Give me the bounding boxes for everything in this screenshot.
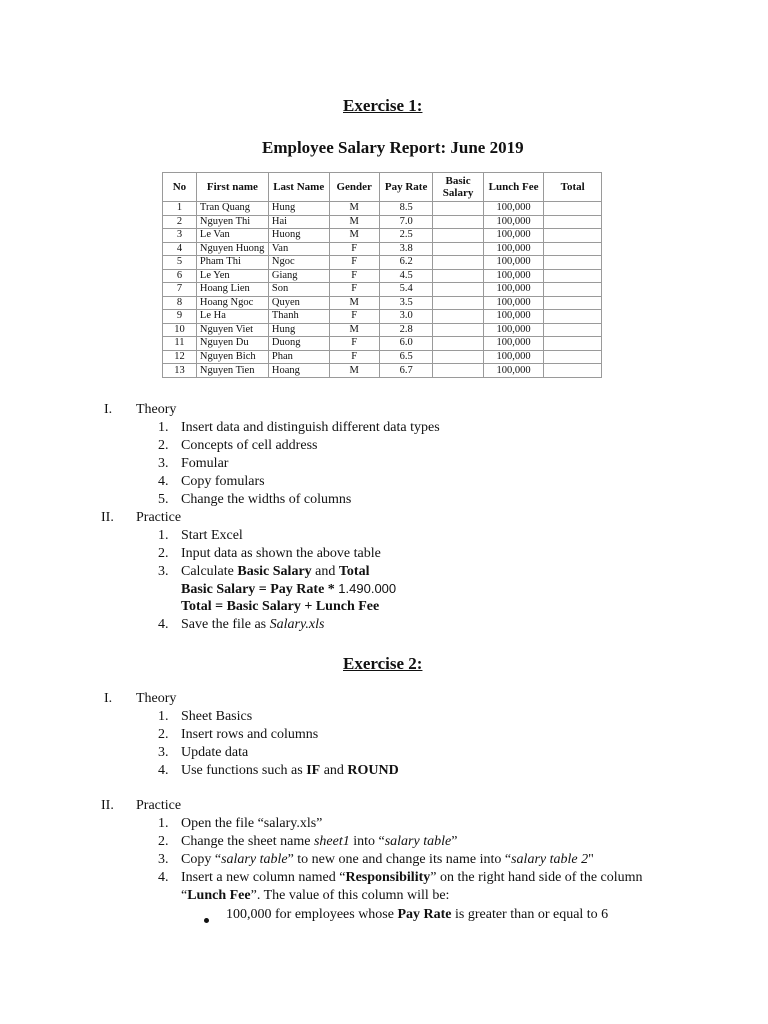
ex2-practice-item: Insert a new column named “Responsibility” on the right hand side of the column bbox=[181, 870, 643, 885]
cell-pay-rate: 4.5 bbox=[379, 269, 432, 283]
ex2-practice-item: Open the file “salary.xls” bbox=[181, 816, 323, 831]
cell-basic-salary bbox=[433, 229, 483, 243]
cell-last-name: Huong bbox=[268, 229, 329, 243]
table-row bbox=[163, 242, 602, 256]
cell-gender: M bbox=[329, 229, 379, 243]
ex1-practice-item: Save the file as Salary.xls bbox=[181, 617, 325, 632]
list-number: 3. bbox=[158, 745, 169, 760]
formula-total: Total = Basic Salary + Lunch Fee bbox=[181, 599, 380, 614]
table-row bbox=[163, 283, 602, 297]
list-number: 2. bbox=[158, 727, 169, 742]
cell-basic-salary bbox=[433, 283, 483, 297]
header-cell: No bbox=[163, 173, 197, 202]
cell-lunch-fee: 100,000 bbox=[483, 364, 544, 378]
list-number: 2. bbox=[158, 438, 169, 453]
cell-gender: M bbox=[329, 296, 379, 310]
ex2-theory-numeral: I. bbox=[104, 691, 113, 706]
cell-basic-salary bbox=[433, 269, 483, 283]
cell-gender: M bbox=[329, 202, 379, 216]
cell-gender: F bbox=[329, 256, 379, 270]
cell-first-name: Nguyen Bich bbox=[196, 350, 268, 364]
ex2-theory-label: Theory bbox=[136, 691, 177, 706]
cell-basic-salary bbox=[433, 337, 483, 351]
ex1-practice-item: Start Excel bbox=[181, 528, 243, 543]
cell-total bbox=[544, 337, 602, 351]
table-row bbox=[163, 296, 602, 310]
cell-lunch-fee: 100,000 bbox=[483, 283, 544, 297]
cell-lunch-fee: 100,000 bbox=[483, 323, 544, 337]
ex2-practice-item-continued: “Lunch Fee”. The value of this column will be: bbox=[181, 888, 450, 903]
cell-lunch-fee: 100,000 bbox=[483, 350, 544, 364]
header-cell: Last Name bbox=[268, 173, 329, 202]
list-number: 1. bbox=[158, 420, 169, 435]
table-header-row bbox=[163, 173, 602, 202]
cell-gender: F bbox=[329, 242, 379, 256]
cell-lunch-fee: 100,000 bbox=[483, 337, 544, 351]
list-number: 4. bbox=[158, 870, 169, 885]
cell-total bbox=[544, 202, 602, 216]
ex1-theory-item: Change the widths of columns bbox=[181, 492, 352, 507]
cell-total bbox=[544, 256, 602, 270]
header-cell: Lunch Fee bbox=[483, 173, 544, 202]
report-title: Employee Salary Report: June 2019 bbox=[262, 138, 524, 157]
cell-pay-rate: 6.5 bbox=[379, 350, 432, 364]
cell-first-name: Hoang Lien bbox=[196, 283, 268, 297]
ex2-practice-label: Practice bbox=[136, 798, 182, 813]
table-row bbox=[163, 350, 602, 364]
cell-gender: M bbox=[329, 215, 379, 229]
cell-first-name: Le Ha bbox=[196, 310, 268, 324]
cell-no: 4 bbox=[163, 242, 197, 256]
cell-gender: M bbox=[329, 323, 379, 337]
cell-last-name: Phan bbox=[268, 350, 329, 364]
cell-first-name: Nguyen Du bbox=[196, 337, 268, 351]
cell-first-name: Le Van bbox=[196, 229, 268, 243]
cell-first-name: Nguyen Viet bbox=[196, 323, 268, 337]
cell-gender: F bbox=[329, 337, 379, 351]
cell-lunch-fee: 100,000 bbox=[483, 256, 544, 270]
ex1-practice-item: Calculate Basic Salary and Total bbox=[181, 564, 370, 579]
list-number: 3. bbox=[158, 852, 169, 867]
list-number: 5. bbox=[158, 492, 169, 507]
cell-pay-rate: 6.7 bbox=[379, 364, 432, 378]
list-number: 1. bbox=[158, 709, 169, 724]
cell-last-name: Hoang bbox=[268, 364, 329, 378]
ex2-practice-item: Change the sheet name sheet1 into “salary table” bbox=[181, 834, 458, 849]
cell-pay-rate: 3.0 bbox=[379, 310, 432, 324]
cell-gender: F bbox=[329, 283, 379, 297]
cell-last-name: Ngoc bbox=[268, 256, 329, 270]
cell-no: 11 bbox=[163, 337, 197, 351]
cell-no: 8 bbox=[163, 296, 197, 310]
cell-first-name: Nguyen Tien bbox=[196, 364, 268, 378]
table-row bbox=[163, 269, 602, 283]
list-number: 3. bbox=[158, 456, 169, 471]
cell-no: 13 bbox=[163, 364, 197, 378]
ex2-theory-item: Insert rows and columns bbox=[181, 727, 319, 742]
cell-no: 10 bbox=[163, 323, 197, 337]
cell-gender: F bbox=[329, 269, 379, 283]
cell-lunch-fee: 100,000 bbox=[483, 296, 544, 310]
cell-total bbox=[544, 215, 602, 229]
ex1-theory-label: Theory bbox=[136, 402, 177, 417]
cell-last-name: Giang bbox=[268, 269, 329, 283]
cell-first-name: Le Yen bbox=[196, 269, 268, 283]
list-number: 1. bbox=[158, 816, 169, 831]
cell-lunch-fee: 100,000 bbox=[483, 242, 544, 256]
cell-lunch-fee: 100,000 bbox=[483, 215, 544, 229]
table-row bbox=[163, 215, 602, 229]
header-cell: First name bbox=[196, 173, 268, 202]
exercise-2-heading: Exercise 2: bbox=[343, 654, 423, 673]
ex1-theory-item: Concepts of cell address bbox=[181, 438, 318, 453]
cell-first-name: Tran Quang bbox=[196, 202, 268, 216]
cell-pay-rate: 2.8 bbox=[379, 323, 432, 337]
cell-lunch-fee: 100,000 bbox=[483, 229, 544, 243]
table-body bbox=[163, 202, 602, 378]
cell-last-name: Hai bbox=[268, 215, 329, 229]
ex2-theory-item: Update data bbox=[181, 745, 249, 760]
ex2-theory-item: Sheet Basics bbox=[181, 709, 253, 724]
cell-no: 9 bbox=[163, 310, 197, 324]
table-row bbox=[163, 323, 602, 337]
cell-no: 1 bbox=[163, 202, 197, 216]
cell-no: 7 bbox=[163, 283, 197, 297]
cell-pay-rate: 7.0 bbox=[379, 215, 432, 229]
cell-last-name: Son bbox=[268, 283, 329, 297]
cell-pay-rate: 6.0 bbox=[379, 337, 432, 351]
table-row bbox=[163, 364, 602, 378]
ex1-practice-numeral: II. bbox=[101, 510, 114, 525]
cell-first-name: Nguyen Huong bbox=[196, 242, 268, 256]
cell-first-name: Hoang Ngoc bbox=[196, 296, 268, 310]
cell-basic-salary bbox=[433, 310, 483, 324]
list-number: 4. bbox=[158, 617, 169, 632]
header-cell: Gender bbox=[329, 173, 379, 202]
cell-basic-salary bbox=[433, 256, 483, 270]
cell-first-name: Nguyen Thi bbox=[196, 215, 268, 229]
cell-basic-salary bbox=[433, 215, 483, 229]
list-number: 3. bbox=[158, 564, 169, 579]
ex1-practice-item: Input data as shown the above table bbox=[181, 546, 381, 561]
cell-no: 6 bbox=[163, 269, 197, 283]
cell-lunch-fee: 100,000 bbox=[483, 202, 544, 216]
ex1-theory-item: Fomular bbox=[181, 456, 229, 471]
cell-last-name: Duong bbox=[268, 337, 329, 351]
cell-basic-salary bbox=[433, 296, 483, 310]
cell-no: 3 bbox=[163, 229, 197, 243]
cell-pay-rate: 6.2 bbox=[379, 256, 432, 270]
formula-basic-salary: Basic Salary = Pay Rate * 1.490.000 bbox=[181, 581, 397, 597]
list-number: 4. bbox=[158, 763, 169, 778]
cell-total bbox=[544, 283, 602, 297]
cell-no: 12 bbox=[163, 350, 197, 364]
cell-total bbox=[544, 364, 602, 378]
cell-basic-salary bbox=[433, 323, 483, 337]
table-row bbox=[163, 229, 602, 243]
header-cell: Basic Salary bbox=[433, 173, 483, 202]
header-cell: Pay Rate bbox=[379, 173, 432, 202]
ex1-theory-item: Copy fomulars bbox=[181, 474, 265, 489]
cell-basic-salary bbox=[433, 242, 483, 256]
table-row bbox=[163, 256, 602, 270]
cell-gender: F bbox=[329, 310, 379, 324]
salary-table bbox=[162, 172, 602, 378]
cell-pay-rate: 2.5 bbox=[379, 229, 432, 243]
cell-basic-salary bbox=[433, 364, 483, 378]
table-row bbox=[163, 337, 602, 351]
ex1-theory-item: Insert data and distinguish different data types bbox=[181, 420, 440, 435]
cell-last-name: Hung bbox=[268, 323, 329, 337]
cell-gender: F bbox=[329, 350, 379, 364]
list-number: 4. bbox=[158, 474, 169, 489]
cell-basic-salary bbox=[433, 350, 483, 364]
ex1-practice-label: Practice bbox=[136, 510, 182, 525]
cell-pay-rate: 3.5 bbox=[379, 296, 432, 310]
cell-last-name: Van bbox=[268, 242, 329, 256]
exercise-1-heading: Exercise 1: bbox=[343, 96, 423, 115]
cell-last-name: Thanh bbox=[268, 310, 329, 324]
cell-first-name: Pham Thi bbox=[196, 256, 268, 270]
cell-pay-rate: 3.8 bbox=[379, 242, 432, 256]
cell-total bbox=[544, 350, 602, 364]
ex2-practice-numeral: II. bbox=[101, 798, 114, 813]
cell-total bbox=[544, 323, 602, 337]
bullet-item: 100,000 for employees whose Pay Rate is greater than or equal to 6 bbox=[226, 907, 609, 922]
cell-basic-salary bbox=[433, 202, 483, 216]
cell-lunch-fee: 100,000 bbox=[483, 269, 544, 283]
ex2-theory-item: Use functions such as IF and ROUND bbox=[181, 763, 399, 778]
cell-pay-rate: 8.5 bbox=[379, 202, 432, 216]
bullet-icon bbox=[204, 911, 209, 929]
cell-no: 2 bbox=[163, 215, 197, 229]
cell-gender: M bbox=[329, 364, 379, 378]
ex2-practice-item: Copy “salary table” to new one and change its name into “salary table 2" bbox=[181, 852, 594, 867]
list-number: 2. bbox=[158, 834, 169, 849]
cell-total bbox=[544, 269, 602, 283]
cell-pay-rate: 5.4 bbox=[379, 283, 432, 297]
cell-total bbox=[544, 296, 602, 310]
header-cell: Total bbox=[544, 173, 602, 202]
cell-total bbox=[544, 229, 602, 243]
table-row bbox=[163, 202, 602, 216]
table-row bbox=[163, 310, 602, 324]
cell-last-name: Quyen bbox=[268, 296, 329, 310]
cell-last-name: Hung bbox=[268, 202, 329, 216]
cell-total bbox=[544, 242, 602, 256]
ex1-theory-numeral: I. bbox=[104, 402, 113, 417]
cell-total bbox=[544, 310, 602, 324]
cell-no: 5 bbox=[163, 256, 197, 270]
list-number: 2. bbox=[158, 546, 169, 561]
list-number: 1. bbox=[158, 528, 169, 543]
cell-lunch-fee: 100,000 bbox=[483, 310, 544, 324]
